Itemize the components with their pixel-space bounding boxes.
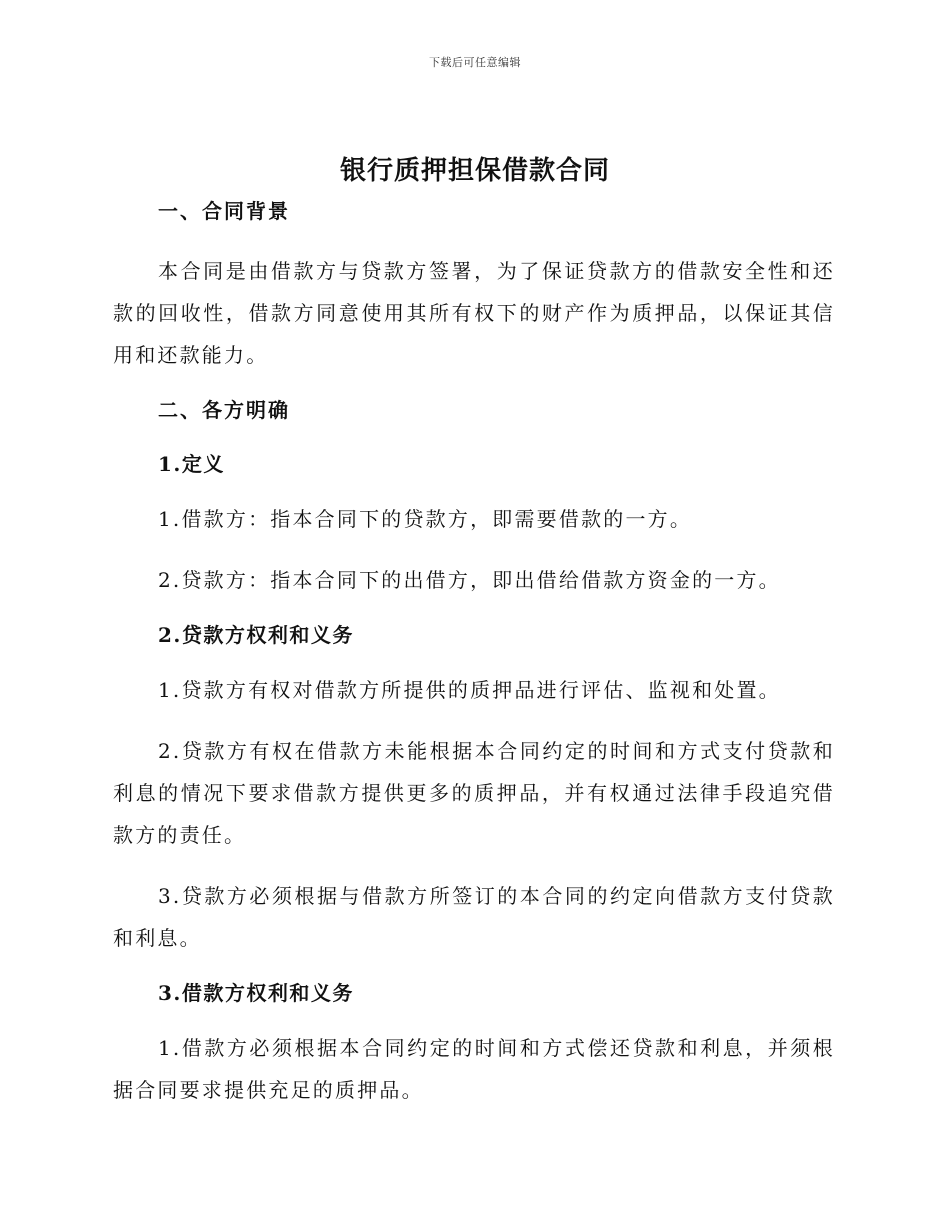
- section-heading-background: 一、合同背景: [158, 199, 290, 223]
- definition-item: 2.贷款方：指本合同下的出借方，即出借给借款方资金的一方。: [158, 568, 781, 592]
- background-paragraph: 本合同是由借款方与贷款方签署，为了保证贷款方的借款安全性和还款的回收性，借款方同意使用其所有权下的财产作为质押品，以保证其信用和还款能力。: [113, 259, 835, 367]
- borrower-rights-item: 1.借款方必须根据本合同约定的时间和方式偿还贷款和利息，并须根据合同要求提供充足的质押品。: [113, 1036, 835, 1102]
- subsection-heading-definitions: 1.定义: [158, 452, 225, 476]
- header-note: 下载后可任意编辑: [429, 56, 521, 69]
- document-title: 银行质押担保借款合同: [339, 156, 610, 186]
- section-heading-parties: 二、各方明确: [158, 398, 290, 422]
- subsection-heading-lender-rights: 2.贷款方权利和义务: [158, 623, 354, 647]
- lender-rights-item: 2.贷款方有权在借款方未能根据本合同约定的时间和方式支付贷款和利息的情况下要求借款方提供更多的质押品，并有权通过法律手段追究借款方的责任。: [113, 739, 835, 847]
- document-body: [113, 196, 835, 1111]
- lender-rights-item: 3.贷款方必须根据与借款方所签订的本合同的约定向借款方支付贷款和利息。: [113, 884, 835, 950]
- definition-item: 1.借款方：指本合同下的贷款方，即需要借款的一方。: [158, 507, 693, 531]
- lender-rights-item: 1.贷款方有权对借款方所提供的质押品进行评估、监视和处置。: [158, 678, 781, 702]
- subsection-heading-borrower-rights: 3.借款方权利和义务: [158, 981, 354, 1005]
